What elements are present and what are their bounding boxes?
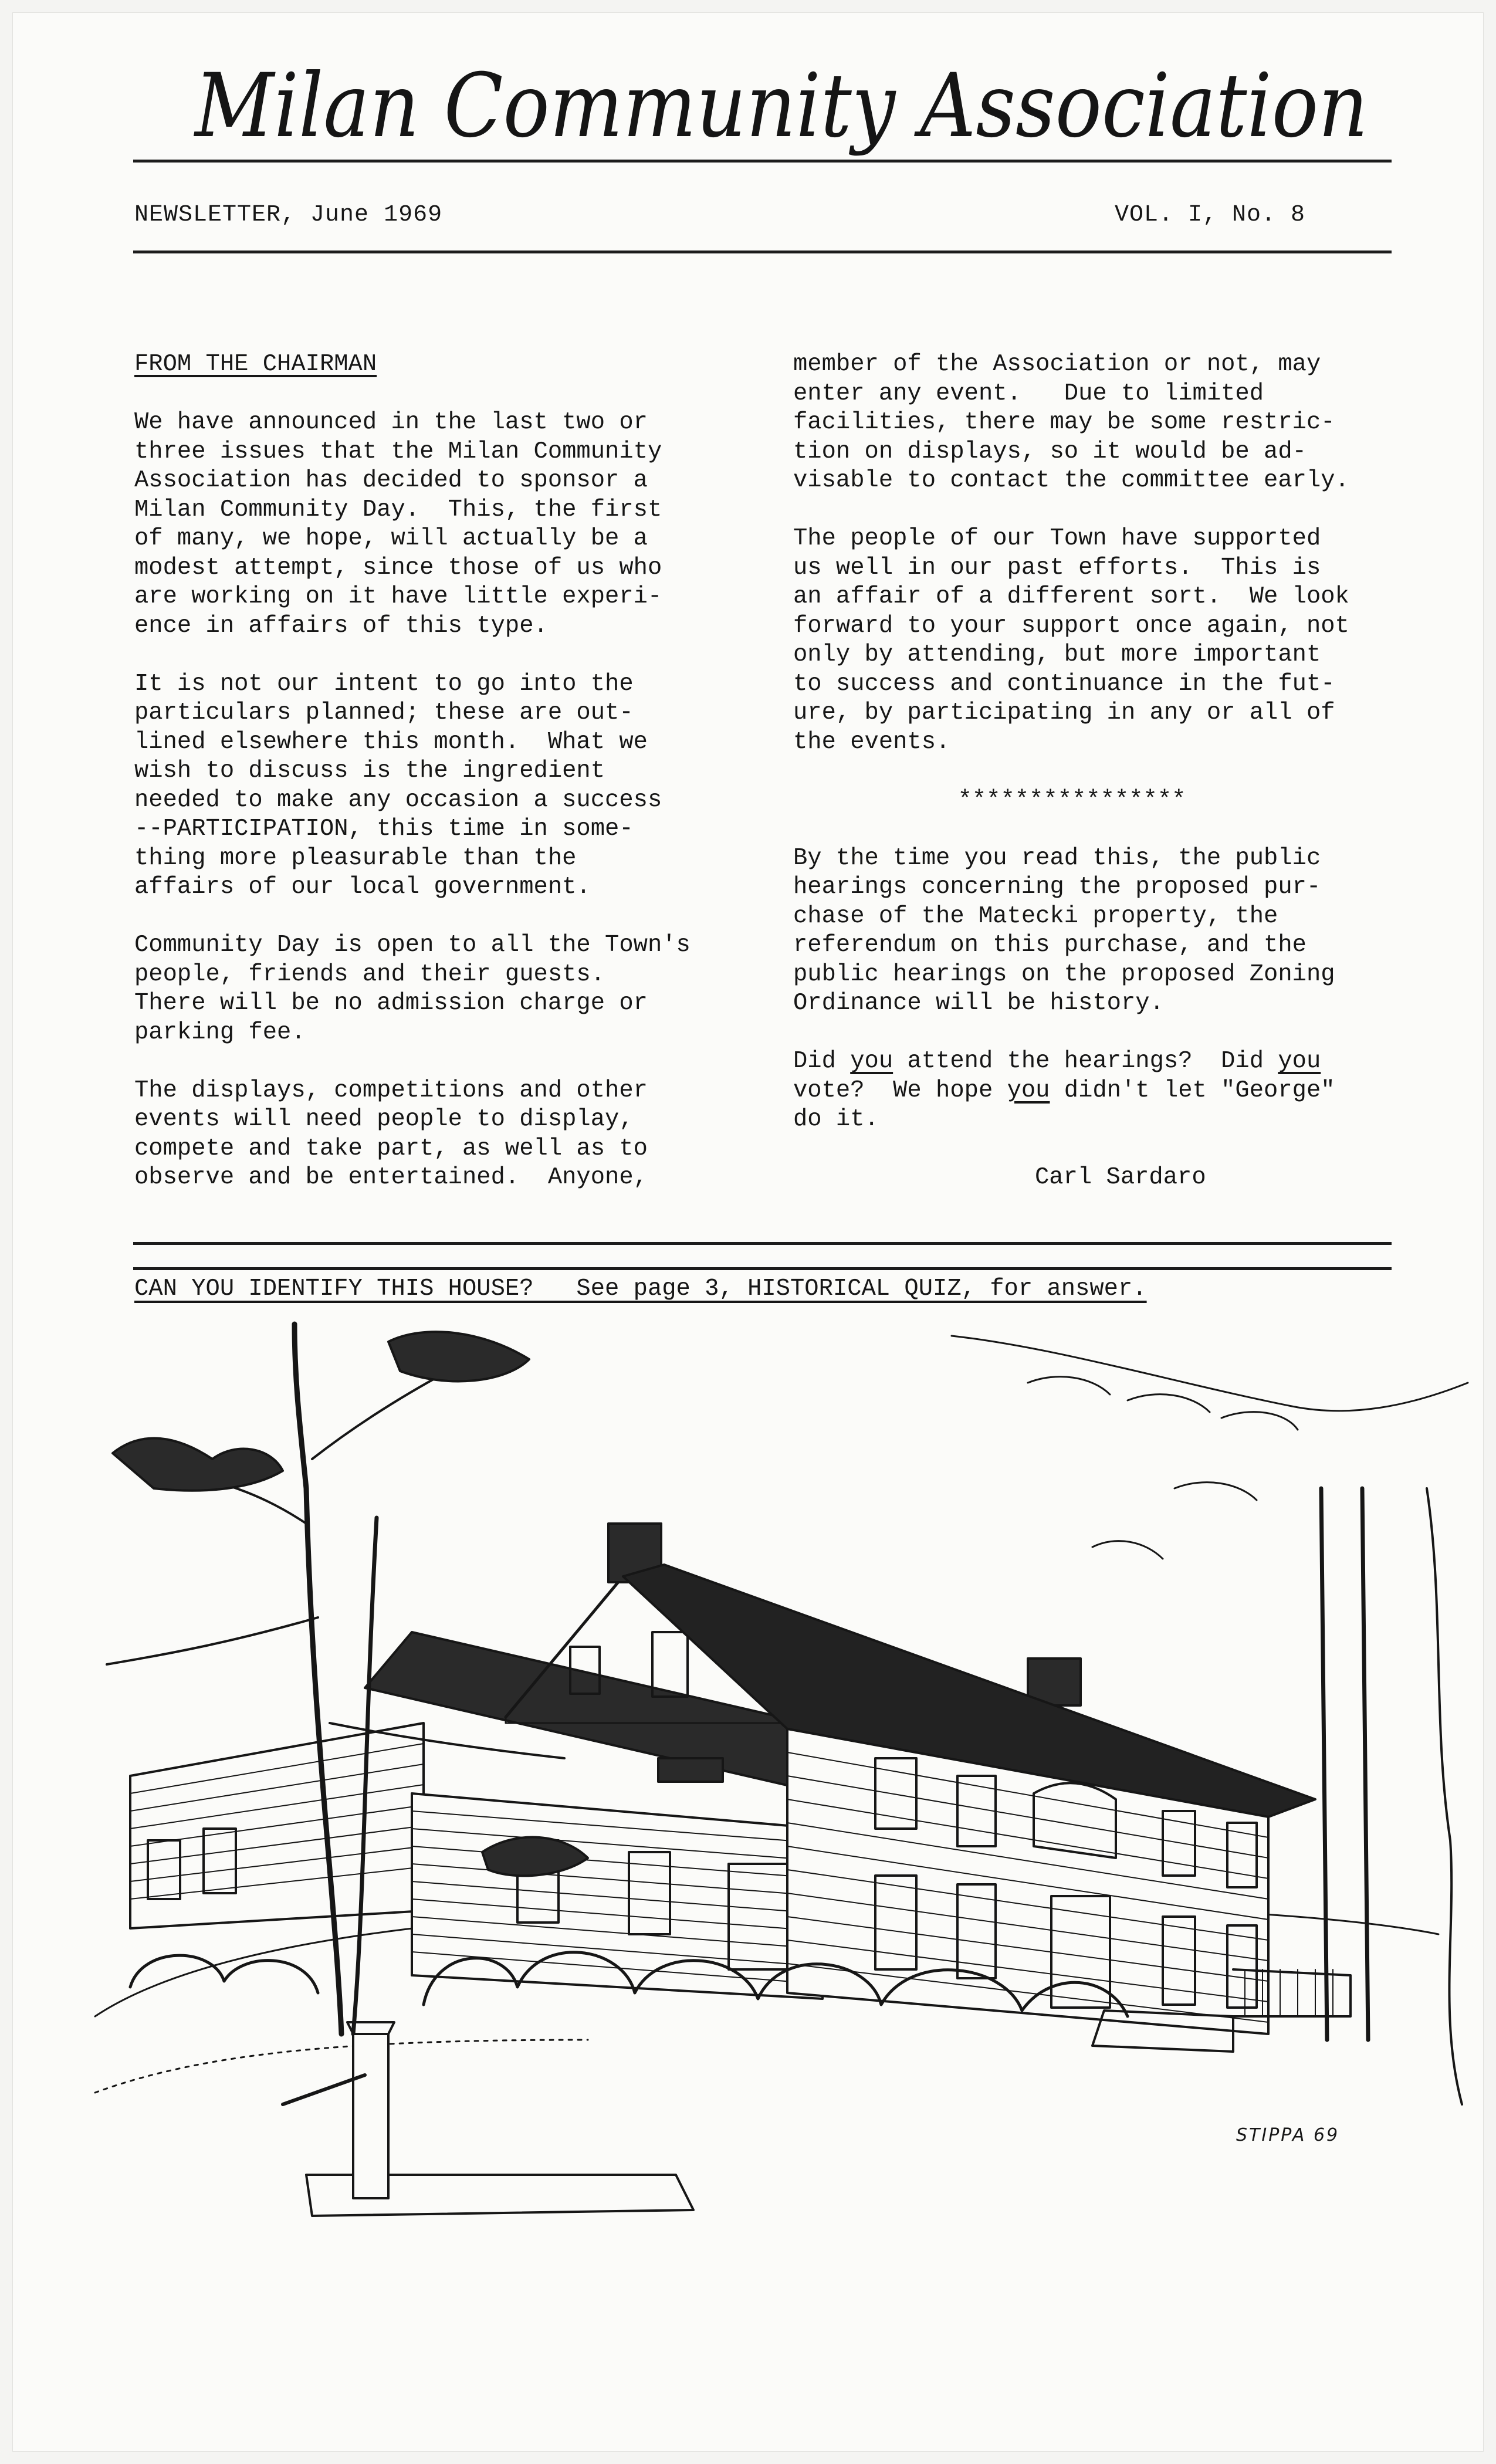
chairman-signature: Carl Sardaro [1035, 1164, 1206, 1191]
closing-text: didn't let "George" [1050, 1077, 1335, 1104]
masthead-rule-top [133, 160, 1392, 163]
quiz-rule-top [133, 1242, 1392, 1245]
hearings-paragraph: By the time you read this, the public hearings concerning the proposed pur- chase of the Matecki property, the referendum on this purchase, and the public hearings on the proposed Zoning Ordinance will be history. [793, 844, 1335, 1017]
chairman-paragraph: The people of our Town have supported us well in our past efforts. This is an affair of a different sort. We look forward to your support once again, not only by attending, but more important to success and continuance in the fut- ure, by participating in any or all of the events. [793, 525, 1349, 756]
emphasis-you: you [1007, 1077, 1050, 1104]
section-separator: **************** [957, 786, 1186, 814]
chairman-column-right [793, 350, 1409, 1193]
masthead-title-text: Milan Community Association [193, 55, 1368, 157]
chairman-paragraph: Community Day is open to all the Town's people, friends and their guests. There will be no admission charge or parking fee. [134, 932, 691, 1046]
quiz-caption: CAN YOU IDENTIFY THIS HOUSE? See page 3, HISTORICAL QUIZ, for answer. [134, 1275, 1147, 1302]
house-sketch-illustration [60, 1312, 1485, 2415]
closing-text: do it. [793, 1106, 879, 1133]
issue-date: NEWSLETTER, June 1969 [134, 202, 443, 228]
chairman-heading: FROM THE CHAIRMAN [134, 351, 377, 378]
artist-signature: STIPPA 69 [1236, 2125, 1340, 2145]
masthead-title [189, 36, 1392, 177]
masthead-rule-bottom [133, 251, 1392, 253]
chairman-paragraph: It is not our intent to go into the particulars planned; these are out- lined elsewhere this month. What we wish to discuss is the ingredient needed to make any occasion a success --PARTICIPATION, this time in some- thing more pleasurable than the affairs of our local government. [134, 670, 662, 901]
closing-text: vote? We hope [793, 1077, 1007, 1104]
closing-text: Did [793, 1048, 851, 1075]
chairman-paragraph: member of the Association or not, may enter any event. Due to limited facilities, there may be some restric- tion on displays, so it would be ad- visable to contact the committee early. [793, 351, 1349, 494]
chairman-paragraph: We have announced in the last two or three issues that the Milan Community Association has decided to sponsor a Milan Community Day. This, the first of many, we hope, will actually be a modest attempt, since those of us who are working on it have little experi- ence in affairs of this type. [134, 409, 662, 639]
emphasis-you: you [1278, 1048, 1321, 1075]
chairman-paragraph: The displays, competitions and other events will need people to display, compete and take part, as well as to observe and be entertained. Anyone, [134, 1077, 648, 1191]
emphasis-you: you [850, 1048, 893, 1075]
quiz-rule-middle [133, 1267, 1392, 1270]
volume-number: VOL. I, No. 8 [1114, 202, 1305, 228]
newsletter-page [13, 13, 1483, 2451]
closing-paragraph [793, 1047, 1409, 1135]
closing-text: attend the hearings? Did [893, 1048, 1278, 1075]
chairman-column-left [134, 350, 733, 1221]
